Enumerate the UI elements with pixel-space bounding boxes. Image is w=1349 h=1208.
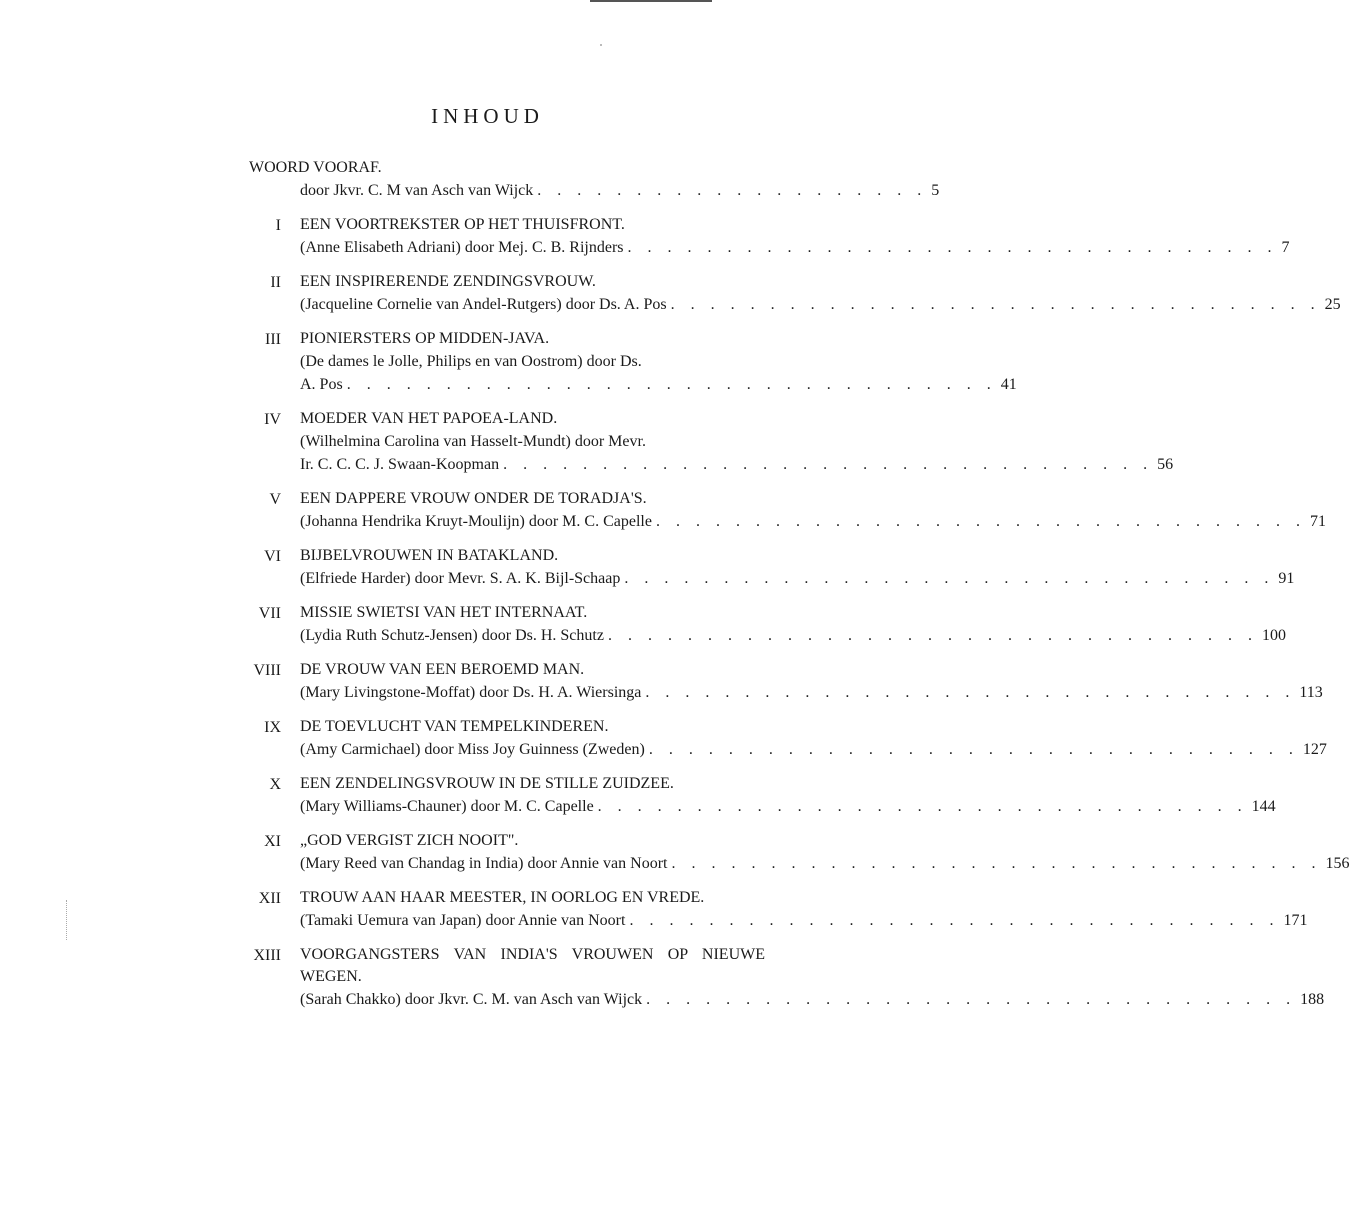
chapter-subtitle-line <box>300 236 1290 259</box>
leader-dots: . . . . . . . . . . . . . . . . . . . . <box>537 182 928 199</box>
page-title: INHOUD <box>431 104 544 128</box>
leader-dots: . . . . . . . . . . . . . . . . . . . . . . . . . . . . . . . . . <box>645 684 1296 701</box>
chapter-subtitle: Ir. C. C. C. J. Swaan-Koopman <box>300 456 500 473</box>
leader-dots: . . . . . . . . . . . . . . . . . . . . . . . . . . . . . . . . . <box>671 855 1322 872</box>
leader-dots: . . . . . . . . . . . . . . . . . . . . . . . . . . . . . . . . . <box>624 570 1275 587</box>
chapter-subtitle-line <box>300 510 1326 533</box>
toc-entry <box>240 271 1341 316</box>
toc-entry <box>240 716 1327 761</box>
chapter-title: MISSIE SWIETSI VAN HET INTERNAAT. <box>300 604 588 621</box>
chapter-subtitle: (Tamaki Uemura van Japan) door Annie van Noort <box>300 912 626 929</box>
chapter-title: EEN INSPIRERENDE ZENDINGSVROUW. <box>300 273 596 290</box>
chapter-number: XIII <box>253 947 281 964</box>
chapter-subtitle-line <box>300 738 1327 761</box>
chapter-subtitle-line <box>300 624 1286 647</box>
leader-dots: . . . . . . . . . . . . . . . . . . . . . . . . . . . . . . . . . <box>629 912 1280 929</box>
chapter-number: III <box>265 331 281 348</box>
chapter-title: EEN DAPPERE VROUW ONDER DE TORADJA'S. <box>300 490 647 507</box>
leader-dots: . . . . . . . . . . . . . . . . . . . . . . . . . . . . . . . . . <box>655 513 1306 530</box>
chapter-subtitle: (Johanna Hendrika Kruyt-Moulijn) door M. C. Capelle <box>300 513 652 530</box>
chapter-subtitle: (Jacqueline Cornelie van Andel-Rutgers) door Ds. A. Pos <box>300 296 667 313</box>
chapter-list <box>240 214 1349 1011</box>
leader-dots: . . . . . . . . . . . . . . . . . . . . . . . . . . . . . . . . . <box>607 627 1258 644</box>
leader-dots: . . . . . . . . . . . . . . . . . . . . . . . . . . . . . . . . . <box>503 456 1154 473</box>
toc-entry <box>240 659 1323 704</box>
preface-author: door Jkvr. C. M van Asch van Wijck <box>300 182 534 199</box>
toc-entry <box>240 773 1276 818</box>
leader-dots: . . . . . . . . . . . . . . . . . . . . . . . . . . . . . . . . . <box>627 239 1278 256</box>
chapter-number: IV <box>264 411 281 428</box>
scan-speck <box>600 44 602 46</box>
toc-entry <box>240 488 1326 533</box>
page-number: 100 <box>1261 627 1286 644</box>
toc-entry <box>240 887 1308 932</box>
chapter-number: X <box>269 776 281 793</box>
toc-entry <box>240 214 1290 259</box>
leader-dots: . . . . . . . . . . . . . . . . . . . . . . . . . . . . . . . . . <box>670 296 1321 313</box>
chapter-title: „GOD VERGIST ZICH NOOIT". <box>300 832 519 849</box>
chapter-number: XII <box>258 890 281 907</box>
chapter-subtitle: (Elfriede Harder) door Mevr. S. A. K. Bijl-Schaap <box>300 570 621 587</box>
chapter-title: DE VROUW VAN EEN BEROEMD MAN. <box>300 661 585 678</box>
page-number: 188 <box>1300 991 1325 1008</box>
chapter-subtitle: (Mary Reed van Chandag in India) door Annie van Noort <box>300 855 668 872</box>
margin-mark <box>66 900 68 940</box>
chapter-subtitle: (Lydia Ruth Schutz-Jensen) door Ds. H. Schutz <box>300 627 604 644</box>
preface-entry <box>240 156 940 202</box>
chapter-title: DE TOEVLUCHT VAN TEMPELKINDEREN. <box>300 718 609 735</box>
toc-entry <box>240 602 1286 647</box>
page-number: 7 <box>1281 239 1290 256</box>
preface-title: WOORD VOORAF. <box>249 159 382 176</box>
toc-entry <box>240 944 1325 1011</box>
toc-entry <box>240 830 1349 875</box>
chapter-subtitle: (Wilhelmina Carolina van Hasselt-Mundt) door Mevr. <box>300 433 646 450</box>
leader-dots: . . . . . . . . . . . . . . . . . . . . . . . . . . . . . . . . . <box>597 798 1248 815</box>
chapter-number: VIII <box>253 662 281 679</box>
chapter-subtitle: (Mary Livingstone-Moffat) door Ds. H. A. Wiersinga <box>300 684 642 701</box>
page-number: 91 <box>1278 570 1295 587</box>
toc-entry <box>240 408 1174 476</box>
chapter-title: EEN ZENDELINGSVROUW IN DE STILLE ZUIDZEE. <box>300 775 674 792</box>
page-number: 71 <box>1309 513 1326 530</box>
table-of-contents <box>240 156 1349 1023</box>
chapter-subtitle-line <box>300 988 1325 1011</box>
chapter-number: II <box>270 274 281 291</box>
toc-entry <box>240 545 1295 590</box>
leader-dots: . . . . . . . . . . . . . . . . . . . . . . . . . . . . . . . . . <box>646 991 1297 1008</box>
chapter-subtitle-line <box>300 453 1174 476</box>
chapter-title: EEN VOORTREKSTER OP HET THUISFRONT. <box>300 216 625 233</box>
chapter-title: MOEDER VAN HET PAPOEA-LAND. <box>300 410 558 427</box>
chapter-subtitle-line <box>300 293 1341 316</box>
chapter-subtitle: (Sarah Chakko) door Jkvr. C. M. van Asch van Wijck <box>300 991 643 1008</box>
chapter-subtitle: (Anne Elisabeth Adriani) door Mej. C. B. Rijnders <box>300 239 624 256</box>
page-number: 171 <box>1283 912 1308 929</box>
chapter-number: VI <box>264 548 281 565</box>
chapter-title: VOORGANGSTERS VAN INDIA'S VROUWEN OP NIEUWE WEGEN. <box>300 946 765 985</box>
page-number: 41 <box>1000 376 1017 393</box>
chapter-number: V <box>269 491 281 508</box>
chapter-subtitle-line <box>300 795 1276 818</box>
chapter-subtitle-line <box>300 852 1349 875</box>
chapter-number: IX <box>264 719 281 736</box>
page-number: 144 <box>1251 798 1276 815</box>
chapter-subtitle: (De dames le Jolle, Philips en van Oostrom) door Ds. <box>300 353 642 370</box>
chapter-title: BIJBELVROUWEN IN BATAKLAND. <box>300 547 559 564</box>
chapter-number: XI <box>264 833 281 850</box>
chapter-subtitle-line <box>300 681 1323 704</box>
page-number: 156 <box>1325 855 1349 872</box>
page-number: 25 <box>1324 296 1341 313</box>
page-number: 127 <box>1302 741 1327 758</box>
preface-author-line <box>300 179 940 202</box>
chapter-title: PIONIERSTERS OP MIDDEN-JAVA. <box>300 330 550 347</box>
toc-entry <box>240 328 1017 396</box>
chapter-subtitle-line <box>300 350 765 373</box>
chapter-number: I <box>275 217 281 234</box>
leader-dots: . . . . . . . . . . . . . . . . . . . . . . . . . . . . . . . . . <box>648 741 1299 758</box>
top-edge-line <box>590 0 712 2</box>
chapter-number: VII <box>258 605 281 622</box>
chapter-subtitle-line <box>300 567 1295 590</box>
chapter-subtitle: (Mary Williams-Chauner) door M. C. Capelle <box>300 798 594 815</box>
chapter-subtitle: (Amy Carmichael) door Miss Joy Guinness (Zweden) <box>300 741 645 758</box>
chapter-subtitle: A. Pos <box>300 376 343 393</box>
chapter-title: TROUW AAN HAAR MEESTER, IN OORLOG EN VREDE. <box>300 889 705 906</box>
chapter-subtitle-line <box>300 373 1017 396</box>
page-number: 113 <box>1299 684 1323 701</box>
preface-page: 5 <box>931 182 940 199</box>
page-number: 56 <box>1157 456 1174 473</box>
chapter-subtitle-line <box>300 430 765 453</box>
leader-dots: . . . . . . . . . . . . . . . . . . . . . . . . . . . . . . . . . <box>346 376 997 393</box>
chapter-subtitle-line <box>300 909 1308 932</box>
